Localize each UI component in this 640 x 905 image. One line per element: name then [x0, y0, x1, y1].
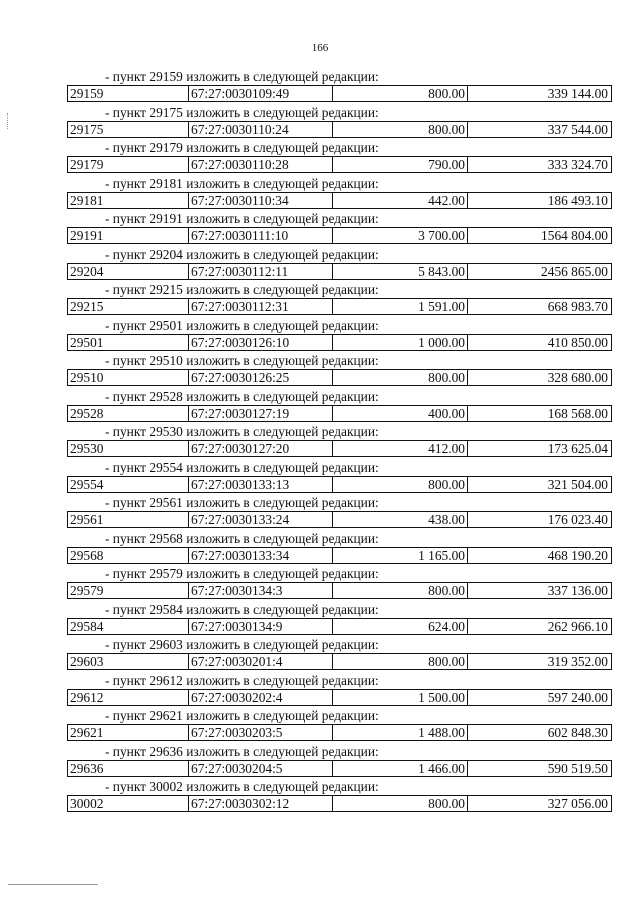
instruction-prefix: - пункт	[105, 672, 150, 688]
instruction-prefix: - пункт	[105, 424, 150, 439]
amendment-instruction	[67, 139, 612, 156]
area-cell: 800.00	[333, 477, 468, 492]
amendment-instruction	[67, 68, 612, 85]
amendment-instruction	[67, 104, 612, 121]
amendment-entry	[67, 281, 612, 317]
cadastral-number-cell: 67:27:0030133:24	[189, 512, 333, 527]
cadastral-value-cell: 168 568.00	[547, 405, 608, 421]
instruction-point-number: 29579	[149, 566, 183, 581]
footnote-separator	[8, 884, 98, 885]
instruction-suffix: изложить в следующей редакции:	[182, 495, 379, 510]
area-cell: 790.00	[333, 157, 468, 172]
instruction-prefix: - пункт	[105, 175, 150, 191]
point-number-cell: 29621	[68, 725, 189, 740]
table-row	[67, 795, 612, 812]
instruction-prefix: - пункт	[105, 69, 150, 84]
table-row	[67, 618, 612, 635]
cadastral-value-cell: 2456 865.00	[541, 263, 608, 279]
table-row	[67, 334, 612, 351]
amendment-entry	[67, 352, 612, 388]
instruction-suffix: изложить в следующей редакции:	[182, 530, 379, 546]
cadastral-value-cell: 337 544.00	[547, 121, 608, 137]
area-cell: 800.00	[333, 654, 468, 669]
instruction-suffix: изложить в следующей редакции:	[182, 69, 379, 84]
amendment-entry	[67, 565, 612, 601]
instruction-point-number: 29204	[149, 246, 183, 262]
instruction-prefix: - пункт	[105, 530, 150, 546]
table-row	[67, 653, 612, 670]
cadastral-number-cell: 67:27:0030112:11	[189, 264, 333, 279]
cadastral-value-cell: 668 983.70	[547, 299, 608, 314]
instruction-prefix: - пункт	[105, 104, 150, 120]
table-row	[67, 227, 612, 244]
cadastral-value-cell: 173 625.04	[547, 441, 608, 456]
amendment-entry	[67, 104, 612, 140]
cadastral-number-cell: 67:27:0030203:5	[189, 725, 333, 740]
point-number-cell: 29554	[68, 477, 189, 492]
area-cell: 800.00	[333, 122, 468, 137]
cadastral-value-cell: 410 850.00	[547, 334, 608, 350]
instruction-prefix: - пункт	[105, 140, 150, 155]
table-row	[67, 192, 612, 209]
instruction-suffix: изложить в следующей редакции:	[182, 566, 379, 581]
amendment-instruction	[67, 388, 612, 405]
cadastral-value-cell: 468 190.20	[547, 547, 608, 563]
instruction-suffix: изложить в следующей редакции:	[182, 388, 379, 404]
instruction-prefix: - пункт	[105, 601, 150, 617]
cadastral-number-cell: 67:27:0030110:24	[189, 122, 333, 137]
amendment-instruction	[67, 246, 612, 263]
cadastral-value-cell: 1564 804.00	[541, 228, 608, 243]
table-row	[67, 405, 612, 422]
point-number-cell: 29528	[68, 406, 189, 421]
instruction-point-number: 29530	[149, 424, 183, 439]
instruction-point-number: 30002	[149, 779, 183, 794]
table-row	[67, 85, 612, 102]
area-cell: 5 843.00	[333, 264, 468, 279]
instruction-prefix: - пункт	[105, 211, 150, 226]
cadastral-value-cell: 327 056.00	[547, 796, 608, 811]
instruction-point-number: 29528	[149, 388, 183, 404]
instruction-point-number: 29181	[149, 175, 183, 191]
cadastral-number-cell: 67:27:0030134:9	[189, 619, 333, 634]
point-number-cell: 29584	[68, 619, 189, 634]
point-number-cell: 29191	[68, 228, 189, 243]
cadastral-number-cell: 67:27:0030126:25	[189, 370, 333, 385]
cadastral-number-cell: 67:27:0030201:4	[189, 654, 333, 669]
amendment-instruction	[67, 707, 612, 724]
cadastral-number-cell: 67:27:0030202:4	[189, 690, 333, 705]
cadastral-value-cell: 186 493.10	[547, 192, 608, 208]
amendment-entry	[67, 530, 612, 566]
amendment-entry	[67, 317, 612, 353]
instruction-prefix: - пункт	[105, 459, 150, 475]
table-row	[67, 369, 612, 386]
cadastral-number-cell: 67:27:0030111:10	[189, 228, 333, 243]
table-row	[67, 760, 612, 777]
amendments-list	[67, 68, 612, 814]
point-number-cell: 29636	[68, 761, 189, 776]
amendment-entry	[67, 743, 612, 779]
cadastral-number-cell: 67:27:0030302:12	[189, 796, 333, 811]
point-number-cell: 30002	[68, 796, 189, 811]
point-number-cell: 29561	[68, 512, 189, 527]
area-cell: 1 500.00	[333, 690, 468, 705]
cadastral-number-cell: 67:27:0030133:13	[189, 477, 333, 492]
instruction-point-number: 29612	[149, 672, 183, 688]
point-number-cell: 29501	[68, 335, 189, 350]
cadastral-value-cell: 597 240.00	[547, 689, 608, 705]
table-row	[67, 511, 612, 528]
area-cell: 800.00	[333, 583, 468, 598]
area-cell: 438.00	[333, 512, 468, 527]
point-number-cell: 29179	[68, 157, 189, 172]
point-number-cell: 29181	[68, 193, 189, 208]
cadastral-number-cell: 67:27:0030112:31	[189, 299, 333, 314]
instruction-point-number: 29554	[149, 459, 183, 475]
amendment-entry	[67, 672, 612, 708]
instruction-point-number: 29501	[149, 317, 183, 333]
cadastral-number-cell: 67:27:0030110:34	[189, 193, 333, 208]
cadastral-number-cell: 67:27:0030133:34	[189, 548, 333, 563]
cadastral-value-cell: 319 352.00	[547, 654, 608, 669]
amendment-instruction	[67, 601, 612, 618]
table-row	[67, 121, 612, 138]
instruction-prefix: - пункт	[105, 353, 150, 368]
instruction-suffix: изложить в следующей редакции:	[182, 140, 379, 155]
cadastral-number-cell: 67:27:0030109:49	[189, 86, 333, 101]
table-row	[67, 476, 612, 493]
amendment-entry	[67, 423, 612, 459]
table-row	[67, 582, 612, 599]
instruction-suffix: изложить в следующей редакции:	[182, 317, 379, 333]
area-cell: 442.00	[333, 193, 468, 208]
amendment-entry	[67, 459, 612, 495]
amendment-entry	[67, 778, 612, 814]
amendment-instruction	[67, 494, 612, 511]
instruction-suffix: изложить в следующей редакции:	[182, 246, 379, 262]
amendment-instruction	[67, 778, 612, 795]
instruction-suffix: изложить в следующей редакции:	[182, 459, 379, 475]
instruction-suffix: изложить в следующей редакции:	[182, 282, 379, 297]
amendment-entry	[67, 68, 612, 104]
instruction-point-number: 29568	[149, 530, 183, 546]
instruction-prefix: - пункт	[105, 566, 150, 581]
amendment-instruction	[67, 743, 612, 760]
cadastral-number-cell: 67:27:0030127:19	[189, 406, 333, 421]
amendment-entry	[67, 707, 612, 743]
area-cell: 1 466.00	[333, 761, 468, 776]
instruction-point-number: 29584	[149, 601, 183, 617]
amendment-instruction	[67, 175, 612, 192]
instruction-point-number: 29510	[149, 353, 183, 368]
amendment-instruction	[67, 565, 612, 582]
cadastral-value-cell: 337 136.00	[547, 583, 608, 598]
instruction-suffix: изложить в следующей редакции:	[182, 637, 379, 652]
cadastral-value-cell: 333 324.70	[547, 157, 608, 172]
table-row	[67, 689, 612, 706]
area-cell: 1 000.00	[333, 335, 468, 350]
cadastral-number-cell: 67:27:0030204:5	[189, 761, 333, 776]
instruction-prefix: - пункт	[105, 779, 150, 794]
instruction-point-number: 29159	[149, 69, 183, 84]
instruction-suffix: изложить в следующей редакции:	[182, 672, 379, 688]
page-number: 166	[311, 42, 329, 54]
area-cell: 624.00	[333, 619, 468, 634]
instruction-suffix: изложить в следующей редакции:	[182, 601, 379, 617]
instruction-prefix: - пункт	[105, 708, 150, 723]
amendment-entry	[67, 175, 612, 211]
table-row	[67, 724, 612, 741]
point-number-cell: 29603	[68, 654, 189, 669]
amendment-instruction	[67, 423, 612, 440]
area-cell: 3 700.00	[333, 228, 468, 243]
amendment-entry	[67, 139, 612, 175]
cadastral-number-cell: 67:27:0030126:10	[189, 335, 333, 350]
cadastral-value-cell: 321 504.00	[547, 476, 608, 492]
instruction-suffix: изложить в следующей редакции:	[182, 779, 379, 794]
area-cell: 800.00	[333, 796, 468, 811]
cadastral-value-cell: 328 680.00	[547, 370, 608, 385]
instruction-point-number: 29603	[149, 637, 183, 652]
amendment-entry	[67, 210, 612, 246]
instruction-prefix: - пункт	[105, 743, 150, 759]
table-row	[67, 298, 612, 315]
instruction-suffix: изложить в следующей редакции:	[182, 104, 379, 120]
instruction-prefix: - пункт	[105, 282, 150, 297]
instruction-point-number: 29191	[149, 211, 183, 226]
area-cell: 1 488.00	[333, 725, 468, 740]
amendment-entry	[67, 601, 612, 637]
area-cell: 412.00	[333, 441, 468, 456]
instruction-prefix: - пункт	[105, 495, 150, 510]
amendment-instruction	[67, 352, 612, 369]
instruction-suffix: изложить в следующей редакции:	[182, 708, 379, 723]
point-number-cell: 29215	[68, 299, 189, 314]
area-cell: 1 591.00	[333, 299, 468, 314]
instruction-point-number: 29179	[149, 140, 183, 155]
point-number-cell: 29612	[68, 690, 189, 705]
point-number-cell: 29159	[68, 86, 189, 101]
area-cell: 400.00	[333, 406, 468, 421]
instruction-suffix: изложить в следующей редакции:	[182, 743, 379, 759]
amendment-instruction	[67, 530, 612, 547]
instruction-prefix: - пункт	[105, 246, 150, 262]
cadastral-value-cell: 602 848.30	[547, 725, 608, 740]
amendment-instruction	[67, 317, 612, 334]
instruction-point-number: 29215	[149, 282, 183, 297]
amendment-instruction	[67, 459, 612, 476]
instruction-point-number: 29561	[149, 495, 183, 510]
cadastral-number-cell: 67:27:0030134:3	[189, 583, 333, 598]
area-cell: 800.00	[333, 370, 468, 385]
amendment-instruction	[67, 672, 612, 689]
instruction-suffix: изложить в следующей редакции:	[182, 175, 379, 191]
amendment-entry	[67, 494, 612, 530]
table-row	[67, 263, 612, 280]
point-number-cell: 29568	[68, 548, 189, 563]
area-cell: 800.00	[333, 86, 468, 101]
point-number-cell: 29510	[68, 370, 189, 385]
cadastral-number-cell: 67:27:0030110:28	[189, 157, 333, 172]
instruction-suffix: изложить в следующей редакции:	[182, 353, 379, 368]
amendment-entry	[67, 636, 612, 672]
table-row	[67, 156, 612, 173]
point-number-cell: 29204	[68, 264, 189, 279]
amendment-instruction	[67, 636, 612, 653]
amendment-entry	[67, 246, 612, 282]
table-row	[67, 440, 612, 457]
area-cell: 1 165.00	[333, 548, 468, 563]
instruction-point-number: 29636	[149, 743, 183, 759]
instruction-suffix: изложить в следующей редакции:	[182, 424, 379, 439]
cadastral-value-cell: 176 023.40	[547, 512, 608, 527]
instruction-prefix: - пункт	[105, 388, 150, 404]
point-number-cell: 29579	[68, 583, 189, 598]
instruction-suffix: изложить в следующей редакции:	[182, 211, 379, 226]
amendment-entry	[67, 388, 612, 424]
margin-mark	[7, 113, 9, 129]
amendment-instruction	[67, 281, 612, 298]
cadastral-value-cell: 590 519.50	[547, 760, 608, 776]
table-row	[67, 547, 612, 564]
instruction-prefix: - пункт	[105, 637, 150, 652]
cadastral-value-cell: 262 966.10	[547, 618, 608, 634]
amendment-instruction	[67, 210, 612, 227]
instruction-point-number: 29621	[149, 708, 183, 723]
point-number-cell: 29175	[68, 122, 189, 137]
instruction-point-number: 29175	[149, 104, 183, 120]
point-number-cell: 29530	[68, 441, 189, 456]
instruction-prefix: - пункт	[105, 317, 150, 333]
cadastral-number-cell: 67:27:0030127:20	[189, 441, 333, 456]
cadastral-value-cell: 339 144.00	[547, 86, 608, 101]
